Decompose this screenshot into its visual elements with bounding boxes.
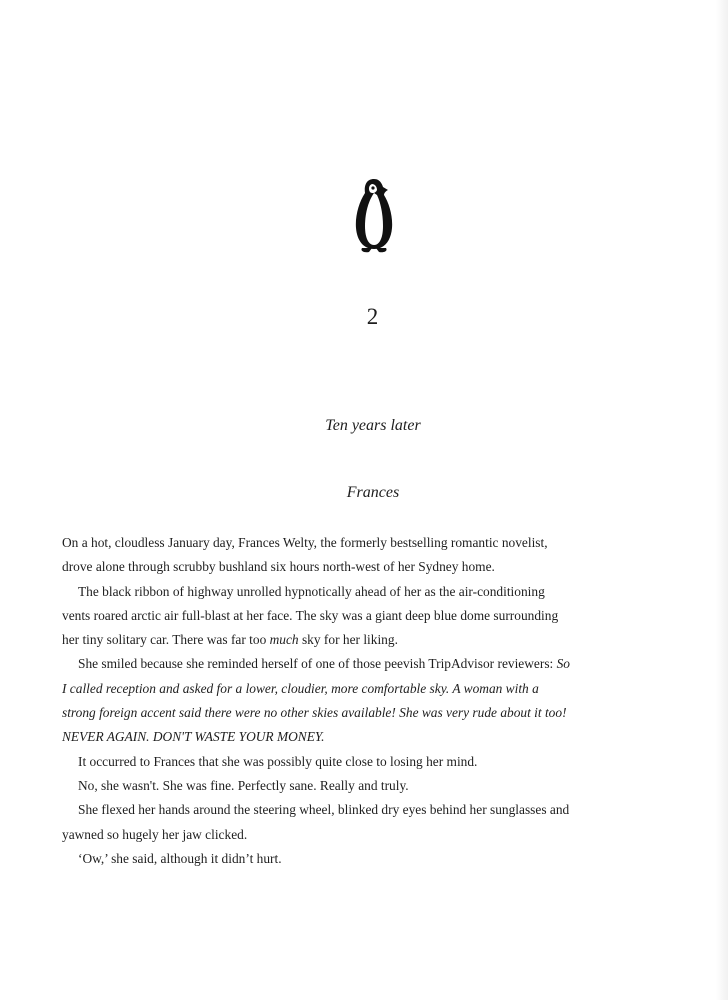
paragraph-6: [62, 798, 688, 847]
paragraph-7: ‘Ow,’ she said, although it didn’t hurt.: [78, 850, 282, 866]
text-line: [62, 652, 688, 676]
text-run: sky for her liking.: [298, 632, 398, 648]
emphasis: So: [556, 656, 570, 672]
text-run: She smiled because she reminded herself of one of those peevish TripAdvisor reviewers:: [78, 656, 557, 672]
paragraph-4: It occurred to Frances that she was possibly quite close to losing her mind.: [78, 753, 478, 769]
chapter-number: 2: [366, 304, 379, 329]
paragraph-5: No, she wasn't. She was fine. Perfectly sane. Really and truly.: [78, 777, 409, 793]
paragraph-3: [62, 652, 688, 749]
pov-heading: Frances: [346, 484, 400, 501]
time-heading: Ten years later: [325, 417, 421, 434]
text-line: strong foreign accent said there were no other skies available! She was very rude about it too!: [62, 705, 567, 721]
paragraph-2: [62, 580, 688, 653]
text-line: On a hot, cloudless January day, Frances Welty, the formerly bestselling romantic novelist,: [62, 535, 548, 550]
text-line: She flexed her hands around the steering wheel, blinked dry eyes behind her sunglasses and: [78, 802, 570, 818]
penguin-logo-icon: [350, 176, 398, 256]
paragraph-1: [62, 531, 688, 580]
body-text: [62, 531, 688, 871]
emphasis: much: [269, 632, 299, 648]
text-line: vents roared arctic air full-blast at her face. The sky was a giant deep blue dome surrounding: [62, 607, 559, 623]
text-line: yawned so hugely her jaw clicked.: [62, 826, 248, 842]
text-line: The black ribbon of highway unrolled hypnotically ahead of her as the air-conditioning: [78, 583, 545, 599]
text-run: her tiny solitary car. There was far too: [62, 632, 270, 648]
text-line: drove alone through scrubby bushland six hours north-west of her Sydney home.: [62, 559, 495, 575]
text-line: I called reception and asked for a lower, cloudier, more comfortable sky. A woman with a: [62, 680, 539, 696]
text-line: NEVER AGAIN. DON'T WASTE YOUR MONEY.: [62, 729, 325, 745]
text-line: [62, 628, 688, 652]
